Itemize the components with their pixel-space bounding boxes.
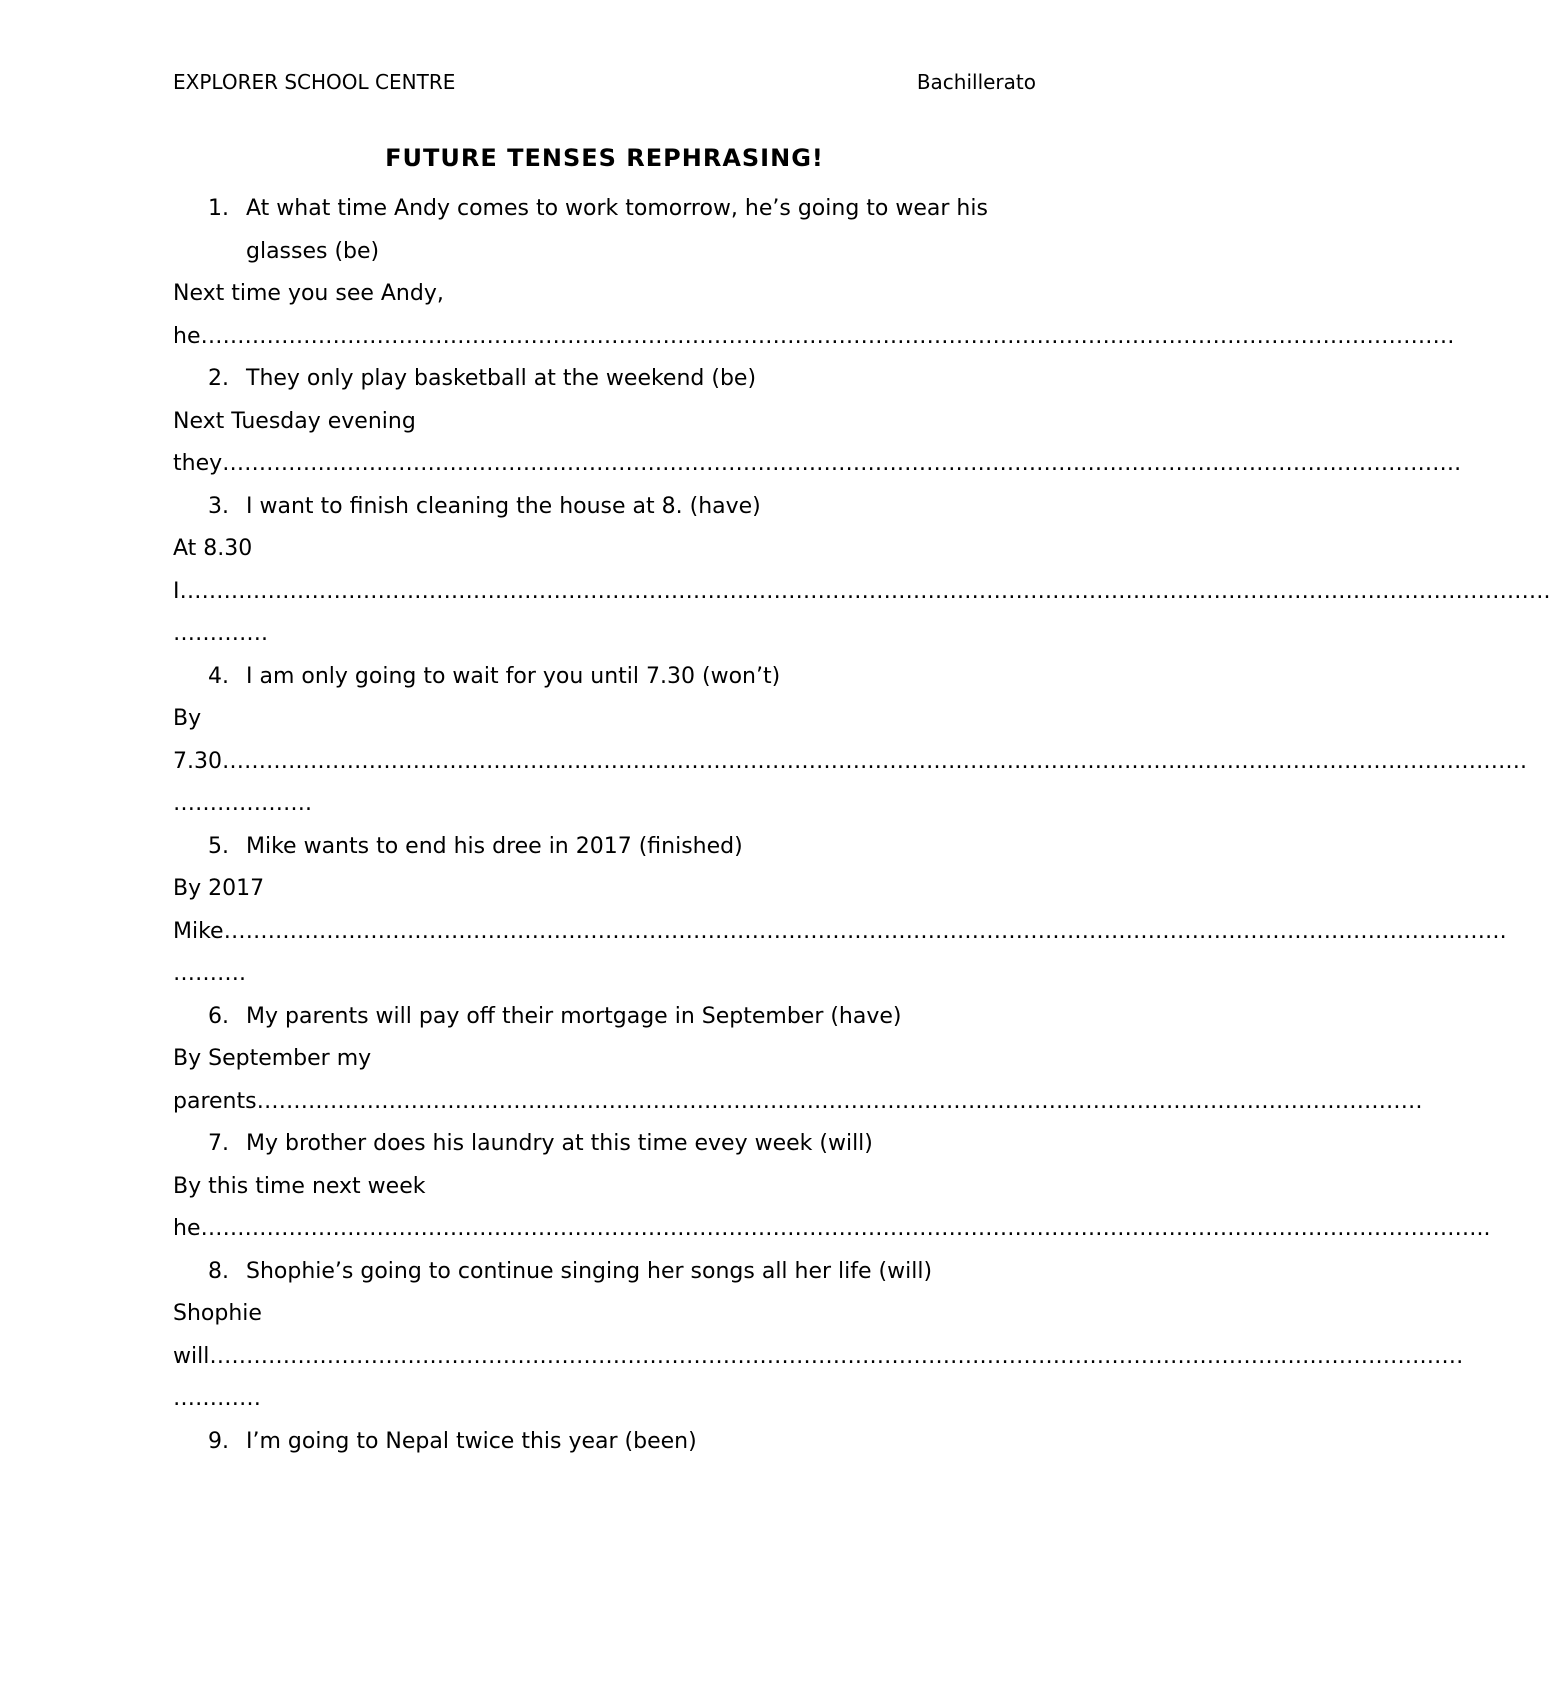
exercise-sentence-row (173, 826, 1036, 869)
exercise-number: 4. (208, 663, 229, 689)
school-name: EXPLORER SCHOOL CENTRE (173, 70, 456, 94)
exercise-sentence: At what time Andy comes to work tomorrow, he’s going to wear his glasses (be) (246, 196, 988, 264)
rephrase-prompt: Next Tuesday evening (173, 408, 416, 434)
exercise-number: 3. (208, 493, 229, 519)
exercise-number: 7. (208, 1131, 229, 1156)
answer-line: ………. (173, 961, 246, 986)
answer-line: will……………………………………………………………………………………………………………………………………………………… (173, 1343, 1464, 1369)
exercise-number: 1. (208, 196, 229, 221)
exercise-item (173, 486, 1550, 656)
exercise-sentence-row (173, 358, 1036, 401)
rephrase-prompt: By this time next week (173, 1173, 426, 1199)
course-level: Bachillerato (916, 70, 1036, 94)
exercise-sentence-row (173, 656, 1036, 699)
exercise-sentence-row (173, 1251, 1036, 1294)
answer-line: he………………………………………………………………………………………………………………………………………………………….. (173, 1216, 1491, 1241)
exercise-sentence: I am only going to wait for you until 7.30 (won’t) (246, 663, 781, 689)
rephrase-prompt: By September my (173, 1046, 372, 1071)
page-header (173, 70, 1036, 100)
exercise-item (173, 1251, 1464, 1421)
exercise-sentence-row (173, 1123, 1036, 1166)
answer-line: 7.30……………………………………………………………………………………………………………………………………………………………. (173, 748, 1527, 774)
rephrase-prompt: At 8.30 (173, 536, 253, 561)
exercise-item (173, 656, 1527, 826)
exercise-sentence: They only play basketball at the weekend (be) (246, 366, 757, 391)
answer-line: he……………………………………………………………………………………………………………………………………………………… (173, 323, 1455, 349)
exercise-sentence-row (173, 996, 1036, 1039)
exercise-sentence: My parents will pay off their mortgage in September (have) (246, 1003, 902, 1029)
answer-line: ………………. (173, 791, 312, 816)
worksheet-title: FUTURE TENSES REPHRASING! (385, 144, 824, 172)
exercise-sentence: I want to finish cleaning the house at 8. (have) (246, 493, 761, 519)
exercise-sentence: I’m going to Nepal twice this year (been) (246, 1428, 697, 1454)
exercise-number: 5. (208, 833, 229, 859)
exercise-item (173, 1123, 1491, 1251)
answer-line: parents…………………………………………………………………………………………………………………………………………… (173, 1088, 1423, 1114)
exercise-item (173, 826, 1507, 996)
exercise-item (173, 996, 1423, 1124)
exercise-number: 8. (208, 1258, 229, 1284)
exercise-list (173, 188, 1550, 1463)
answer-line: ………… (173, 1386, 261, 1411)
exercise-sentence-row (173, 188, 1036, 273)
rephrase-prompt: Shophie (173, 1301, 262, 1326)
exercise-item (173, 1421, 1036, 1464)
answer-line: …………. (173, 621, 268, 646)
rephrase-prompt: By 2017 (173, 876, 265, 901)
exercise-number: 6. (208, 1003, 229, 1029)
exercise-item (173, 188, 1455, 358)
answer-line: they……………………………………………………………………………………………………………………………………………………. (173, 451, 1462, 476)
exercise-number: 9. (208, 1428, 229, 1454)
answer-line: Mike…………………………………………………………………………………………………………………………………………………………. (173, 918, 1507, 944)
rephrase-prompt: By (173, 706, 202, 731)
exercise-item (173, 358, 1462, 486)
exercise-sentence: My brother does his laundry at this time evey week (will) (246, 1131, 873, 1156)
exercise-sentence-row (173, 486, 1036, 529)
exercise-sentence: Mike wants to end his dree in 2017 (finished) (246, 833, 743, 859)
rephrase-prompt: Next time you see Andy, (173, 281, 444, 306)
exercise-sentence-row (173, 1421, 1036, 1464)
exercise-number: 2. (208, 366, 229, 391)
answer-line: I……………………………………………………………………………………………………………………………………………………………………. (173, 578, 1550, 604)
exercise-sentence: Shophie’s going to continue singing her songs all her life (will) (246, 1258, 933, 1284)
